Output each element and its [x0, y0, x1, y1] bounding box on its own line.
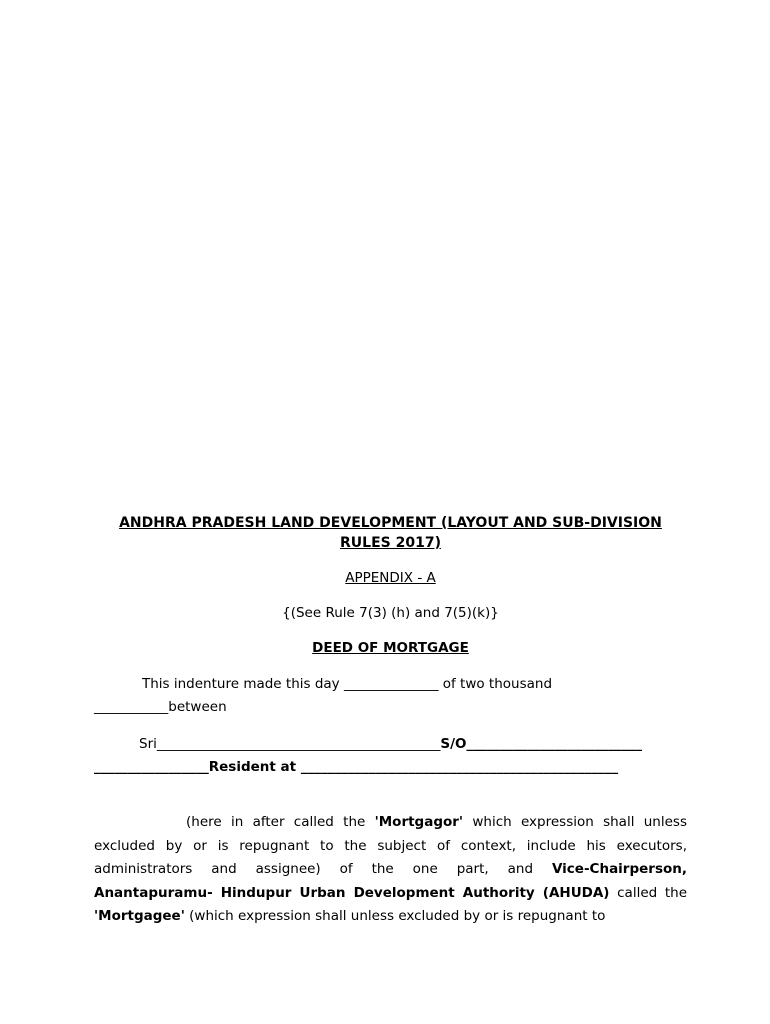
appendix-label: APPENDIX - A: [345, 570, 436, 586]
sri-blank: __________________________________________: [156, 736, 441, 752]
indenture-line-2: ___________between: [94, 699, 227, 715]
mortgage-body-paragraph: [94, 811, 687, 929]
mortgagee-term: 'Mortgagee': [94, 908, 185, 924]
title-line-2: RULES 2017): [340, 535, 441, 551]
mortgagor-term: 'Mortgagor': [374, 814, 464, 830]
para-text-4: (which expression shall unless excluded by or is repugnant to: [184, 908, 606, 924]
so-blank: __________________________: [466, 736, 643, 752]
para-text-1: (here in after called the: [186, 814, 375, 830]
indenture-paragraph: [94, 673, 687, 719]
para-text-3: called the: [609, 884, 687, 901]
so-label: S/O: [440, 736, 467, 752]
resident-blank: _______________________________________________: [300, 759, 619, 775]
rule-reference: {(See Rule 7(3) (h) and 7(5)(k)}: [282, 605, 499, 621]
document-content: [94, 513, 687, 942]
resident-lead-blank: _________________: [94, 759, 209, 775]
deed-heading: DEED OF MORTGAGE: [312, 640, 469, 656]
indenture-line-1: This indenture made this day ______________ of two thousand: [142, 676, 553, 692]
resident-label: Resident at: [208, 759, 301, 775]
sri-label: Sri: [139, 736, 157, 752]
authority-name: Vice-Chairperson, Anantapuramu- Hindupur Urban Development Authority (AHUDA): [94, 861, 687, 901]
document-title: [94, 513, 687, 553]
parties-block: [94, 733, 687, 779]
para-text-2: which expression shall unless excluded by or is repugnant to the subject of context, include his executors, administrators and assignee) of the one part, and: [94, 814, 687, 877]
title-line-1: ANDHRA PRADESH LAND DEVELOPMENT (LAYOUT AND SUB-DIVISION: [119, 515, 662, 531]
